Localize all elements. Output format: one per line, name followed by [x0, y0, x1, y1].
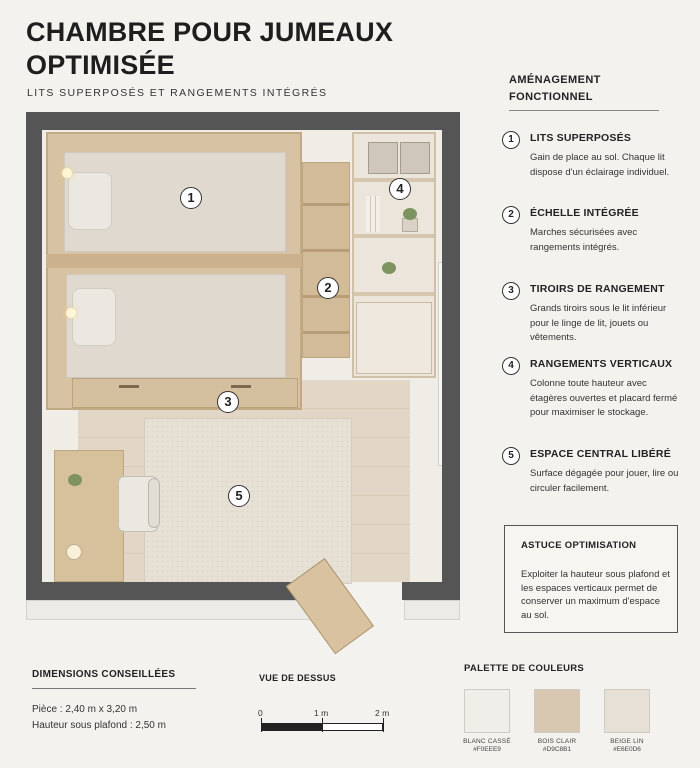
storage-box [400, 142, 430, 174]
marker-2: 2 [317, 277, 339, 299]
page-subtitle: LITS SUPERPOSÉS ET RANGEMENTS INTÉGRÉS [27, 87, 328, 99]
feature-title: ÉCHELLE INTÉGRÉE [530, 207, 639, 219]
marker-5: 5 [228, 485, 250, 507]
room-dimensions: Pièce : 2,40 m x 3,20 m [32, 704, 138, 715]
tip-title: ASTUCE OPTIMISATION [521, 540, 637, 551]
wall-base [26, 600, 318, 620]
panel-title [509, 72, 659, 106]
title-line-2: OPTIMISÉE [26, 50, 175, 80]
vertical-storage-unit [352, 132, 436, 378]
desk-lamp-icon [66, 544, 82, 560]
swatch-blanc-casse [464, 689, 510, 733]
swatch-hex: #D9C8B1 [542, 746, 572, 753]
top-pillow [68, 172, 112, 230]
swatch-name: BOIS CLAIR [537, 738, 577, 745]
swatch-name: BLANC CASSÉ [463, 738, 511, 745]
scale-label: 0 [258, 708, 263, 718]
feature-description: Grands tiroirs sous le lit inférieur pour le linge de lit, jouets ou vêtements. [530, 303, 667, 343]
divider [509, 110, 659, 111]
closed-cupboard [356, 302, 432, 374]
feature-number: 5 [502, 447, 520, 465]
wall [26, 582, 328, 600]
wall [26, 112, 460, 130]
feature-number: 2 [502, 206, 520, 224]
floor-plan [26, 112, 460, 620]
marker-1: 1 [180, 187, 202, 209]
reading-lamp-icon [66, 308, 76, 318]
drawer-handle [231, 385, 251, 388]
scale-label: 2 m [375, 708, 390, 718]
plant-pot [402, 218, 418, 232]
wall [26, 112, 42, 600]
integrated-ladder [302, 162, 350, 358]
shelf [354, 292, 434, 296]
feature-title: ESPACE CENTRAL LIBÉRÉ [530, 448, 671, 460]
panel-title-line-2: FONCTIONNEL [509, 91, 593, 103]
swatch-hex: #E6E0D6 [613, 746, 641, 753]
scale-tick [261, 718, 262, 732]
wall [402, 582, 460, 600]
plant-icon [382, 262, 396, 274]
feature-description: Surface dégagée pour jouer, lire ou circuler facilement. [530, 468, 679, 494]
plant-icon [403, 208, 417, 220]
feature-number: 3 [502, 282, 520, 300]
scale-label: 1 m [314, 708, 329, 718]
feature-title: RANGEMENTS VERTICAUX [530, 358, 673, 370]
scale-title: VUE DE DESSUS [259, 673, 336, 683]
feature-number: 4 [502, 357, 520, 375]
scale-tick [383, 718, 384, 732]
plant-icon [68, 474, 82, 486]
scale-bar-black [261, 723, 322, 731]
drawer-handle [119, 385, 139, 388]
reading-lamp-icon [62, 168, 72, 178]
title-line-1: CHAMBRE POUR JUMEAUX [26, 17, 394, 47]
tip-body: Exploiter la hauteur sous plafond et les espaces verticaux permet de conserver un maximum d'espace au sol. [521, 569, 670, 621]
storage-box [368, 142, 398, 174]
shelf [354, 234, 434, 238]
feature-title: TIROIRS DE RANGEMENT [530, 283, 665, 295]
feature-number: 1 [502, 131, 520, 149]
bottom-pillow [72, 288, 116, 346]
bunk-rail [46, 254, 302, 268]
divider [32, 688, 196, 689]
marker-3: 3 [217, 391, 239, 413]
swatch-hex: #F0EEE9 [473, 746, 501, 753]
wall [442, 112, 460, 600]
page-title [26, 16, 446, 82]
swatch-beige-lin [604, 689, 650, 733]
storage-drawers [72, 378, 298, 408]
feature-description: Colonne toute hauteur avec étagères ouvertes et placard fermé pour maximiser le stockage. [530, 378, 678, 418]
wall-base [404, 600, 460, 620]
panel-title-line-1: AMÉNAGEMENT [509, 74, 601, 86]
swatch-name: BEIGE LIN [610, 738, 644, 745]
tip-box [504, 525, 678, 633]
ladder-step [303, 249, 349, 252]
ladder-step [303, 203, 349, 206]
feature-description: Marches sécurisées avec rangements intégrés. [530, 227, 638, 253]
chair-back [148, 478, 160, 528]
desk [54, 450, 124, 582]
scale-tick [322, 718, 323, 732]
ceiling-height: Hauteur sous plafond : 2,50 m [32, 720, 166, 731]
marker-4: 4 [389, 178, 411, 200]
scale-bar-white [322, 723, 383, 731]
ladder-step [303, 331, 349, 334]
palette-title: PALETTE DE COULEURS [464, 663, 585, 674]
feature-title: LITS SUPERPOSÉS [530, 132, 632, 144]
swatch-bois-clair [534, 689, 580, 733]
dimensions-title: DIMENSIONS CONSEILLÉES [32, 669, 176, 680]
books [366, 196, 380, 232]
feature-description: Gain de place au sol. Chaque lit dispose d'un éclairage individuel. [530, 152, 670, 178]
